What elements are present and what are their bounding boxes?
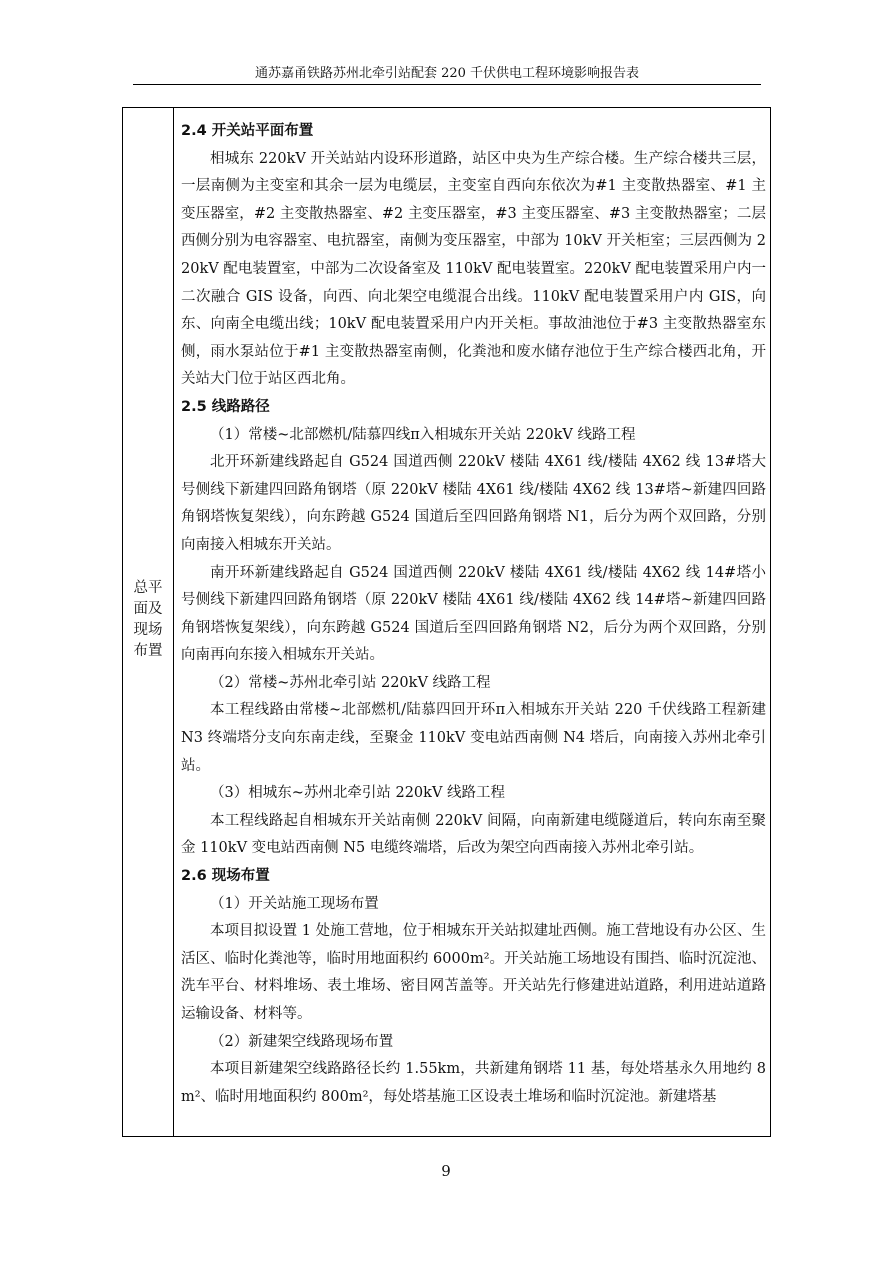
paragraph: 本项目拟设置 1 处施工营地，位于相城东开关站拟建址西侧。施工营地设有办公区、生活区、临时化粪池等，临时用地面积约 6000m²。开关站施工场地设有围挡、临时沉淀池、洗车平台、材料堆场、表土堆场、密目网苫盖等。开关站先行修建进站道路，利用进站道路运输设备、材料等。 [181,923,766,1022]
paragraph: 本工程线路由常楼~北部燃机/陆慕四回开环π入相城东开关站 220 千伏线路工程新建 N3 终端塔分支向东南走线，至聚金 110kV 变电站西南侧 N4 塔后，向南接入苏州北牵引站。 [181,702,766,774]
paragraph: 相城东 220kV 开关站站内设环形道路，站区中央为生产综合楼。生产综合楼共三层，一层南侧为主变室和其余一层为电缆层，主变室自西向东依次为#1 主变散热器室、#1 主变压器室，#2 主变散热器室、#2 主变压器室，#3 主变压器室、#3 主变散热器室；二层西侧分别为电容器室、电抗器室，南侧为变压器室，中部为 10kV 开关柜室；三层西侧为 220kV 配电装置室，中部为二次设备室及 110kV 配电装置室。220kV 配电装置采用户内一二次融合 GIS 设备，向西、向北架空电缆混合出线。110kV 配电装置采用户内 GIS，向东、向南全电缆出线；10kV 配电装置采用户内开关柜。事故油池位于#3 主变散热器室东侧，雨水泵站位于#1 主变散热器室南侧，化粪池和废水储存池位于生产综合楼西北角，开关站大门位于站区西北角。 [181,150,766,388]
paragraph: 南开环新建线路起自 G524 国道西侧 220kV 楼陆 4X61 线/楼陆 4X62 线 14#塔小号侧线下新建四回路角钢塔（原 220kV 楼陆 4X61 线/楼陆 4X62 线 14#塔~新建四回路角钢塔恢复架线），向东跨越 G524 国道后至四回路角钢塔 N2，后分为两个双回路，分别向南再向东接入相城东开关站。 [181,564,766,664]
paragraph: 北开环新建线路起自 G524 国道西侧 220kV 楼陆 4X61 线/楼陆 4X62 线 13#塔大号侧线下新建四回路角钢塔（原 220kV 楼陆 4X61 线/楼陆 4X62 线 13#塔~新建四回路角钢塔恢复架线），向东跨越 G524 国道后至四回路角钢塔 N1，后分为两个双回路，分别向南接入相城东开关站。 [181,454,766,553]
subheading: （1）开关站施工现场布置 [210,895,379,912]
subheading: （2）新建架空线路现场布置 [210,1033,394,1050]
section-heading-2-6: 2.6 现场布置 [181,868,270,885]
subheading: （1）常楼~北部燃机/陆慕四线π入相城东开关站 220kV 线路工程 [210,426,636,443]
paragraph: 本项目新建架空线路路径长约 1.55km，共新建角钢塔 11 基，每处塔基永久用地约 8m²、临时用地面积约 800m²，每处塔基施工区设表土堆场和临时沉淀池。新建塔基 [181,1061,766,1105]
subheading: （3）相城东~苏州北牵引站 220kV 线路工程 [210,785,506,802]
content-table [122,107,771,1137]
row-label: 总平面及现场布置 [133,580,163,659]
subheading: （2）常楼~苏州北牵引站 220kV 线路工程 [210,674,491,691]
content-cell [181,118,766,1133]
paragraph: 本工程线路起自相城东开关站南侧 220kV 间隔，向南新建电缆隧道后，转向东南至聚金 110kV 变电站西南侧 N5 电缆终端塔，后改为架空向西南接入苏州北牵引站。 [181,812,766,857]
row-label-cell [123,108,174,1136]
header-rule [133,84,761,85]
page-number: 9 [441,1162,451,1180]
section-heading-2-5: 2.5 线路路径 [181,398,270,415]
running-header: 通苏嘉甬铁路苏州北牵引站配套 220 千伏供电工程环境影响报告表 [254,66,640,81]
section-heading-2-4: 2.4 开关站平面布置 [181,123,314,139]
